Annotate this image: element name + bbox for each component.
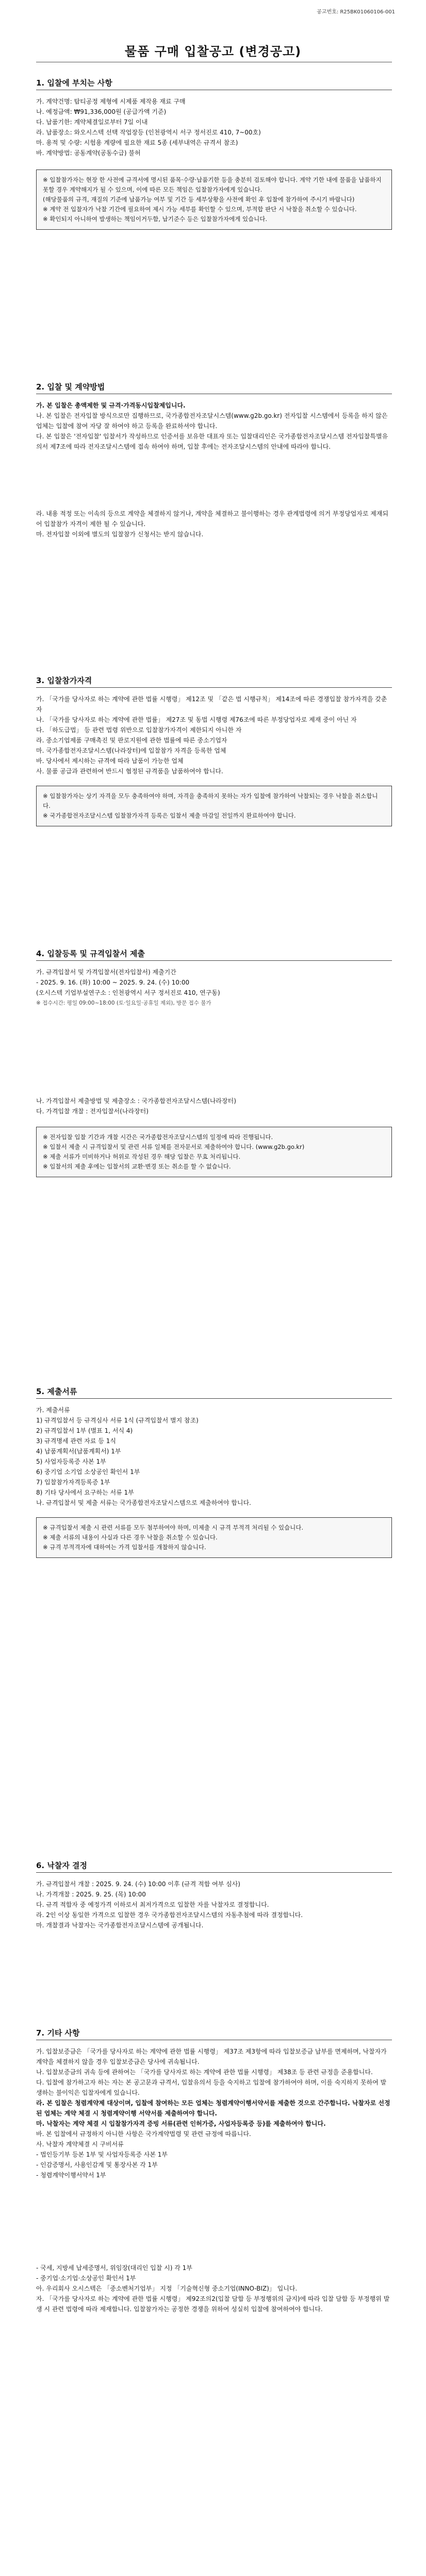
section-7-line: 자. 「국가를 당사자로 하는 계약에 관한 법률 시행령」 제92조의2(입찰 담합 등 부정행위의 금지)에 따라 입찰 담합 등 부정행위 발생 시 관련 법령에 따라 제재합니다. 입찰참가자는 공정한 경쟁을 위하여 성실히 입찰에 참여하여야 합니다. [36,2295,390,2313]
notice-line: ※ 입찰참가자는 현장 한 사전에 규격서에 명시된 품목·수량·납품기한 등을 충분히 검토해야 합니다. 계약 기한 내에 물품을 납품하지 못할 경우 계약해지가 될 수 있으며, 이에 따른 모든 책임은 입찰참가자에게 있습니다. [43,176,384,193]
section-3-line: 가. 「국가를 당사자로 하는 계약에 관한 법률 시행령」 제12조 및 「같은 법 시행규칙」 제14조에 따른 경쟁입찰 참가자격을 갖춘 자 [36,696,389,713]
section-7-line: - 중기업·소기업·소상공인 확인서 1부 [36,2275,136,2282]
section-7 [36,2027,392,2314]
section-7-line: 라. 본 입찰은 청렴계약제 대상이며, 입찰에 참여하는 모든 업체는 청렴계약이행서약서를 제출한 것으로 간주합니다. 낙찰자로 선정된 업체는 계약 체결 시 청렴계약이행 서약서를 제출하여야 합니다. [36,2099,390,2117]
section-3-notice-box [36,786,392,826]
section-2-heading: 2. 입찰 및 계약방법 [36,381,392,394]
section-3 [36,675,392,826]
section-1-heading: 1. 입찰에 부치는 사항 [36,77,392,90]
notice-line: ※ 제출 서류의 내용이 사실과 다른 경우 낙찰을 취소할 수 있습니다. [43,1534,218,1541]
section-3-line: 마. 국가종합전자조달시스템(나라장터)에 입찰참가 자격을 등록한 업체 [36,747,226,754]
section-3-heading: 3. 입찰참가자격 [36,675,392,688]
page-title: 물품 구매 입찰공고 (변경공고) [124,44,302,59]
section-7-line: - 국세, 지방세 납세증명서, 위임장(대리인 입찰 시) 각 1부 [36,2264,192,2272]
section-2-line: 라. 내용 적정 또는 이속의 등으로 계약을 체결하지 않거나, 계약을 체결하고 불이행하는 경우 관계법령에 의거 부정당업자로 제재되어 입찰참가 자격이 제한 될 수 있습니다. [36,510,389,528]
section-3-line: 사. 물품 공급과 관련하여 반드시 협정된 규격품을 납품하여야 합니다. [36,768,223,775]
section-6-line: 다. 규격 적합자 중 예정가격 이하로서 최저가격으로 입찰한 자를 낙찰자로 결정합니다. [36,1901,269,1908]
notice-line: ※ 확인되지 아니하여 발생하는 책임이거두함, 납기준수 등은 입찰참가자에게 있습니다. [43,215,268,223]
section-6-line: 마. 개찰결과 낙찰자는 국가종합전자조달시스템에 공개됩니다. [36,1922,204,1929]
notice-line: ※ 전자입찰 입찰 기간과 개찰 시간은 국가종합전자조달시스템의 일정에 따라 진행됩니다. [43,1133,273,1141]
notice-line: ※ 계약 전 입찰자가 낙찰 기간에 필요하여 제시 가능 세부를 확인할 수 있으며, 부적합 판단 시 낙찰을 취소할 수 있습니다. [43,206,357,213]
section-4-line: 다. 가격입찰 개찰 : 전자입찰서(나라장터) [36,1108,149,1115]
section-7-line: 사. 낙찰자 계약체결 시 구비서류 [36,2141,124,2148]
section-5-line: 6) 중기업 소기업 소상공인 확인서 1부 [36,1468,140,1476]
section-4-line: 가. 규격입찰서 및 가격입찰서(전자입찰서) 제출기간 [36,969,176,976]
section-7-heading: 7. 기타 사항 [36,2027,392,2040]
section-5-line: 4) 납품계획서(납품계획서) 1부 [36,1448,121,1455]
section-1-line: 나. 예정금액: ₩91,336,000원 (공급가액 기준) [36,108,167,115]
section-4-line: - 2025. 9. 16. (화) 10:00 ~ 2025. 9. 24. (수) 10:00 [36,979,190,986]
section-6-line: 나. 가격개찰 : 2025. 9. 25. (목) 10:00 [36,1891,146,1898]
section-5-line: 가. 제출서류 [36,1406,70,1414]
section-5 [36,1386,392,1558]
section-5-notice-box [36,1517,392,1558]
section-5-heading: 5. 제출서류 [36,1386,392,1399]
notice-line: ※ 입찰서 제출 시 규격입찰서 및 관련 서류 일체를 전자문서로 제출하여야 합니다. (www.g2b.go.kr) [43,1143,305,1150]
section-5-line: 3) 규격명세 관련 자료 등 1식 [36,1437,116,1445]
section-7-line: 아. 우리회사 오시스텍은 「중소벤처기업부」 지정 「기술혁신형 중소기업(INNO-BIZ)」 입니다. [36,2285,298,2292]
section-2 [36,381,392,539]
section-7-line: 가. 입찰보증금은 「국가를 당사자로 하는 계약에 관한 법률 시행령」 제37조 제3항에 따라 입찰보증금 납부를 면제하며, 낙찰자가 계약을 체결하지 않을 경우 입찰보증금은 당사에 귀속됩니다. [36,2048,389,2065]
section-3-line: 바. 당사에서 제시하는 규격에 따라 납품이 가능한 업체 [36,757,184,765]
section-6-line: 가. 규격입찰서 개찰 : 2025. 9. 24. (수) 10:00 이후 (규격 적합 여부 심사) [36,1880,240,1888]
section-2-line: 다. 본 입찰은 '전자입찰' 입찰서가 작성하므로 인증서를 보유한 대표자 또는 입찰대리인은 국가종합전자조달시스템 전자입찰특별유의서 제7조에 따라 전자조달시스템에 접속 하여야 하며, 입찰 후에는 전자조달시스템의 안내에 따라야 합니다. [36,433,388,450]
section-7-line: 다. 입찰에 참가하고자 하는 자는 본 공고문과 규격서, 입찰유의서 등을 숙지하고 입찰에 참가하여야 하며, 이를 숙지하지 못하여 발생하는 불이익은 입찰자에게 있습니다. [36,2079,387,2096]
section-7-line: 나. 입찰보증금의 귀속 등에 관하여는 「국가를 당사자로 하는 계약에 관한 법률 시행령」 제38조 등 관련 규정을 준용합니다. [36,2069,373,2076]
section-4-line: ※ 접수시간: 평일 09:00~18:00 (토·일요일·공휴일 제외), 방문 접수 불가 [36,1000,211,1006]
notice-line: ※ 제출 서류가 미비하거나 허위로 작성된 경우 해당 입찰은 무효 처리됩니다. [43,1153,241,1160]
section-6 [36,1860,392,1930]
section-3-line: 다. 「하도급법」 등 관련 법령 위반으로 입찰참가자격이 제한되지 아니한 자 [36,726,242,734]
notice-line: ※ 규격 부적격자에 대하여는 가격 입찰서를 개찰하지 않습니다. [43,1544,206,1551]
section-1-line: 다. 납품기한: 계약체결일로부터 7일 이내 [36,118,148,126]
section-7-line: - 법인등기부 등본 1부 및 사업자등록증 사본 1부 [36,2151,168,2158]
section-4 [36,948,392,1177]
notice-line: ※ 규격입찰서 제출 시 관련 서류를 모두 첨부하여야 하며, 미제출 시 규격 부적격 처리될 수 있습니다. [43,1524,304,1531]
notice-line: ※ 입찰서의 제출 후에는 입찰서의 교환·변경 또는 취소를 할 수 없습니다. [43,1163,231,1170]
section-2-line: 나. 본 입찰은 전자입찰 방식으로만 집행하므로, 국가종합전자조달시스템(www.g2b.go.kr) 전자입찰 시스템에서 등록을 하지 않은 업체는 입찰에 참여 자당 잘 하여야 하고 등록을 완료하셔야 합니다. [36,412,390,430]
section-4-notice-box [36,1127,392,1177]
section-6-line: 라. 2인 이상 동일한 가격으로 입찰한 경우 국가종합전자조달시스템의 자동추첨에 따라 결정합니다. [36,1911,303,1919]
section-1-line: 바. 계약방법: 공동계약(공동수급) 불허 [36,149,141,157]
section-4-heading: 4. 입찰등록 및 규격입찰서 제출 [36,948,392,961]
section-6-heading: 6. 낙찰자 결정 [36,1860,392,1873]
section-1-notice-box [36,170,392,230]
notice-number: 공고번호: R25BK01060106-001 [317,9,395,15]
section-1-line: 라. 납품장소: 와오시스텍 선택 작업장등 (인천광역시 서구 정서진로 410, 7~00호) [36,129,261,136]
section-1-line: 가. 계약건명: 탑티공정 제형에 시제품 제작용 재료 구매 [36,98,186,105]
section-7-line: - 청렴계약이행서약서 1부 [36,2172,106,2179]
section-7-line: - 인감증명서, 사용인감계 및 통장사본 각 1부 [36,2161,158,2168]
section-1 [36,77,392,230]
section-5-line: 8) 기타 당사에서 요구하는 서류 1부 [36,1489,134,1496]
section-4-line: 나. 가격입찰서 제출방법 및 제출장소 : 국가종합전자조달시스템(나라장터) [36,1097,236,1105]
section-7-line: 마. 낙찰자는 계약 체결 시 입찰참가자격 증빙 서류(관련 인허가증, 사업자등록증 등)를 제출하여야 합니다. [36,2120,326,2127]
section-2-line: 가. 본 입찰은 총액제한 및 규격·가격동시입찰제입니다. [36,402,186,409]
notice-line: ※ 입찰참가자는 상기 자격을 모두 충족하여야 하며, 자격을 충족하지 못하는 자가 입찰에 참가하여 낙찰되는 경우 낙찰을 취소합니다. [43,792,378,809]
section-2-line: 마. 전자입찰 이외에 별도의 입찰참가 신청서는 받지 않습니다. [36,531,204,538]
section-5-line: 1) 규격입찰서 등 규격심사 서류 1식 (규격입찰서 별지 참조) [36,1417,199,1424]
section-1-line: 마. 용적 및 수량: 시험용 계량에 필요한 재료 5종 (세부내역은 규격서 참조) [36,139,238,146]
section-5-line: 5) 사업자등록증 사본 1부 [36,1458,106,1465]
notice-line: (해당물품의 규격, 재질의 기준에 납품가능 여부 및 기간 등 세부상황을 사전에 확인 후 입찰에 참가하여 주시기 바랍니다) [43,196,355,203]
section-5-line: 나. 규격입찰서 및 제출 서류는 국가종합전자조달시스템으로 제출하여야 합니다. [36,1499,251,1506]
section-7-line: 바. 본 입찰에서 규정하지 아니한 사항은 국가계약법령 및 관련 규정에 따릅니다. [36,2130,251,2138]
section-4-line: (오시스텍 기업부설연구소 : 인천광역시 서구 정서진로 410, 연구동) [36,989,220,996]
section-5-line: 7) 입찰참가자격등록증 1부 [36,1479,110,1486]
notice-line: ※ 국가종합전자조달시스템 입찰참가자격 등록은 입찰서 제출 마감일 전일까지 완료하여야 합니다. [43,812,296,819]
section-3-line: 나. 「국가를 당사자로 하는 계약에 관한 법률」 제27조 및 동법 시행령 제76조에 따른 부정당업자로 제재 중이 아닌 자 [36,716,357,723]
section-3-line: 라. 중소기업제품 구매촉진 및 판로지원에 관한 법률에 따른 중소기업자 [36,737,227,744]
section-5-line: 2) 규격입찰서 1부 (별표 1, 서식 4) [36,1427,133,1434]
